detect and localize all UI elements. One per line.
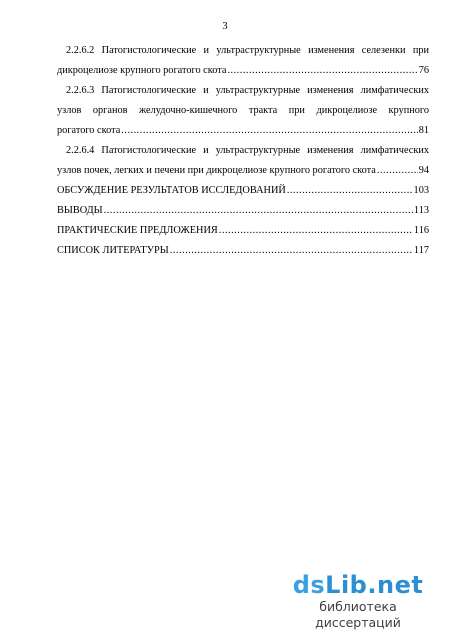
- toc-entry[interactable]: [57, 241, 429, 261]
- toc-page-number: 103: [413, 185, 429, 196]
- toc-entry[interactable]: [57, 181, 429, 201]
- watermark: [278, 572, 438, 631]
- dot-leader: [219, 221, 413, 241]
- toc-entry-title: ОБСУЖДЕНИЕ РЕЗУЛЬТАТОВ ИССЛЕДОВАНИЙ: [57, 185, 286, 196]
- toc-entry-line: 2.2.6.3 Патогистологические и ультраструктурные изменения лимфатических: [66, 85, 429, 96]
- watermark-subtitle: библиотека диссертаций: [315, 599, 401, 630]
- toc-entry[interactable]: [57, 161, 429, 181]
- toc-entry-line: 2.2.6.2 Патогистологические и ультраструктурные изменения селезенки при: [66, 45, 429, 56]
- toc-entry-line: 2.2.6.4 Патогистологические и ультраструктурные изменения лимфатических: [66, 145, 429, 156]
- toc-entry[interactable]: [57, 201, 429, 221]
- dot-leader: [287, 181, 413, 201]
- page-number: 3: [222, 21, 228, 32]
- toc-page-number: 113: [413, 205, 429, 216]
- toc-entry[interactable]: [57, 221, 429, 241]
- toc-entry-title: СПИСОК ЛИТЕРАТУРЫ: [57, 245, 169, 256]
- toc-entry[interactable]: [57, 61, 429, 81]
- toc-page-number: 117: [413, 245, 429, 256]
- dslib-logo: dsLib.net: [292, 571, 424, 599]
- toc-entry-line: узлов органов желудочно-кишечного тракта при дикроцелиозе крупного: [57, 105, 429, 116]
- toc-entry-title: рогатого скота: [57, 125, 121, 136]
- toc-page-number: 81: [418, 125, 429, 136]
- dot-leader: [170, 241, 413, 261]
- dot-leader: [227, 61, 417, 81]
- dot-leader: [377, 161, 418, 181]
- toc-page-number: 116: [413, 225, 429, 236]
- toc-entry[interactable]: [57, 121, 429, 141]
- toc-page-number: 94: [418, 165, 429, 176]
- toc-entry-title: узлов почек, легких и печени при дикроцелиозе крупного рогатого скота: [57, 165, 376, 176]
- toc-entry-title: дикроцелиозе крупного рогатого скота: [57, 65, 227, 76]
- dot-leader: [121, 121, 417, 141]
- toc-entry-title: ВЫВОДЫ: [57, 205, 103, 216]
- dot-leader: [104, 201, 413, 221]
- toc-entry-title: ПРАКТИЧЕСКИЕ ПРЕДЛОЖЕНИЯ: [57, 225, 218, 236]
- table-of-contents: [57, 41, 429, 261]
- toc-page-number: 76: [418, 65, 429, 76]
